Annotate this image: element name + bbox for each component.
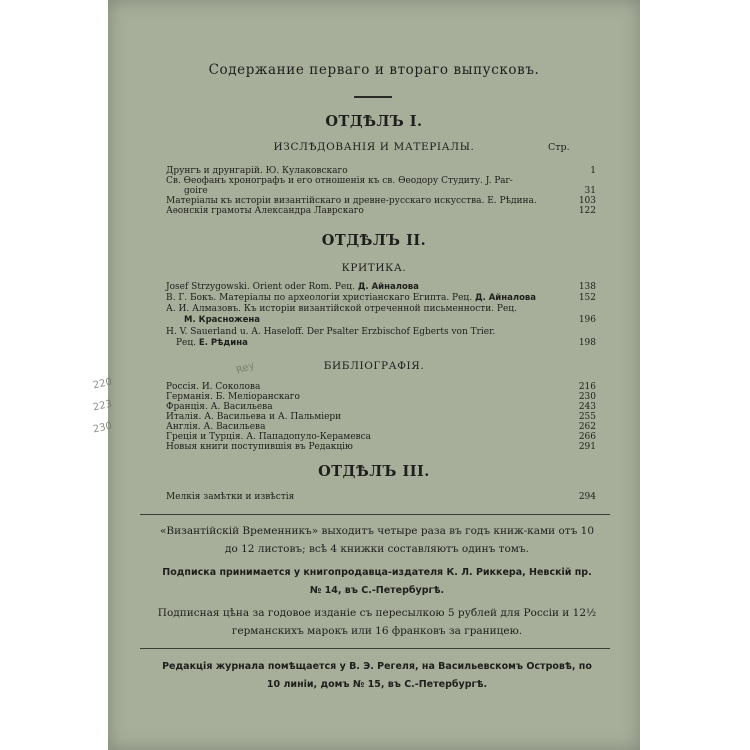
toc-entry: Аѳонскія грамоты Александра Лаврскаго 122: [166, 206, 596, 216]
part2-heading: ОТДѢЛЪ II.: [321, 232, 427, 249]
page-title: Содержание перваго и втораго выпусковъ.: [208, 62, 540, 78]
margin-note: Rey: [234, 360, 257, 377]
toc-entry: А. И. Алмазовъ. Къ исторіи византійской отреченной письменности. Рец.: [166, 304, 517, 314]
toc-entry: goire 31: [184, 186, 596, 196]
subscription-note: Подписка принимается у книгопродавца-издателя К. Л. Риккера, Невскій пр. № 14, въ С.-Петербургѣ.: [162, 567, 592, 596]
divider: [140, 514, 610, 515]
margin-note: 230: [92, 420, 114, 436]
toc-entry: Германія. Б. Меліоранскаго 230: [166, 392, 596, 402]
divider: [140, 648, 610, 649]
toc-entry: H. V. Sauerland u. A. Haseloff. Der Psalter Erzbischof Egberts von Trier.: [166, 327, 496, 337]
toc-entry: Мелкія замѣтки и извѣстія 294: [166, 492, 596, 502]
toc-entry: Св. Ѳеофанъ хронографъ и его отношенія къ св. Ѳеодору Студиту. J. Par-: [166, 176, 513, 186]
toc-entry: Новыя книги поступившія въ Редакцію 291: [166, 442, 596, 452]
toc-entry: Англія. А. Васильева 262: [166, 422, 596, 432]
bibliography-subheading: БИБЛІОГРАФІЯ.: [323, 360, 425, 372]
price-note: Подписная цѣна за годовое изданіе съ пересылкою 5 рублей для Россіи и 12½ германскихъ марокъ или 16 франковъ за границею.: [157, 607, 597, 637]
margin-note: 223: [92, 398, 114, 414]
page-column-label: Стр.: [548, 142, 570, 153]
toc-entry: Josef Strzygowski. Orient oder Rom. Рец. Д. Айналова 138: [166, 282, 596, 292]
margin-note: 220: [92, 376, 114, 392]
critique-subheading: КРИТИКА.: [341, 262, 407, 274]
toc-entry: Греція и Турція. А. Пападопуло-Керамевса 266: [166, 432, 596, 442]
toc-entry: М. Красножена 196: [184, 315, 596, 325]
title-rule: [354, 96, 392, 98]
publication-note: «Византійскій Временникъ» выходитъ четыре раза въ годъ книж-ками отъ 10 до 12 листовъ; всѣ 4 книжки составляютъ одинъ томъ.: [160, 525, 594, 555]
part3-heading: ОТДѢЛЪ III.: [318, 463, 430, 480]
toc-entry: Россія. И. Соколова 216: [166, 382, 596, 392]
toc-entry: Рец. Е. Рѣдина 198: [176, 338, 596, 348]
part1-subheading: ИЗСЛѢДОВАНІЯ И МАТЕРІАЛЫ.: [273, 141, 475, 153]
toc-entry: Друнгъ и друнгарій. Ю. Кулаковскаго 1: [166, 166, 596, 176]
toc-entry: Франція. А. Васильева 243: [166, 402, 596, 412]
toc-entry: Матеріалы къ исторіи византійскаго и древне-русскаго искусства. Е. Рѣдина. 103: [166, 196, 596, 206]
toc-entry: Италія. А. Васильева и А. Пальміери 255: [166, 412, 596, 422]
editorial-address: Редакція журнала помѣщается у В. Э. Регеля, на Васильевскомъ Островѣ, по 10 линіи, домъ № 15, въ С.-Петербургѣ.: [162, 661, 592, 690]
part1-heading: ОТДѢЛЪ I.: [325, 113, 423, 130]
toc-entry: В. Г. Бокъ. Матеріалы по археологіи христіанскаго Египта. Рец. Д. Айналова 152: [166, 293, 596, 303]
